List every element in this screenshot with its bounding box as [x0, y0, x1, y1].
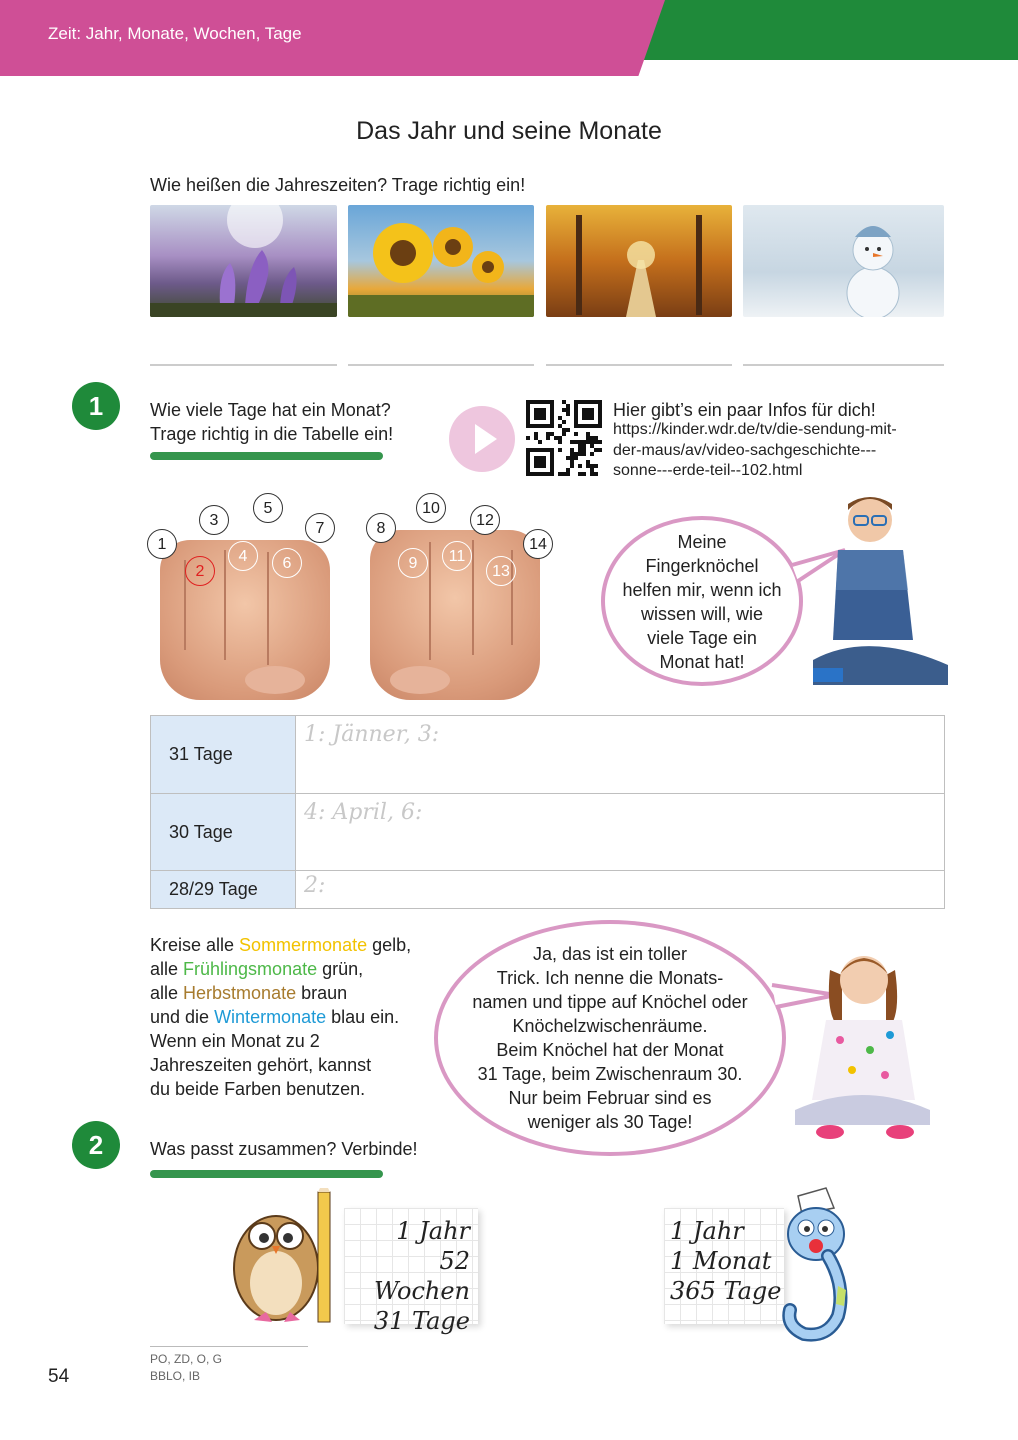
task-number-badge-2: 2 — [72, 1121, 120, 1169]
speech-girl-line: 31 Tage, beim Zwischenraum 30. — [477, 1064, 743, 1084]
info-link-line-2[interactable]: der-maus/av/video-sachgeschichte--- — [613, 441, 877, 459]
knuckle-number-4: 4 — [228, 541, 258, 571]
speech-bubble-boy — [601, 516, 803, 686]
knuckle-number-10: 10 — [416, 493, 446, 523]
color-line-4 — [150, 1005, 411, 1029]
play-icon — [449, 406, 515, 472]
footer-codes-line-1: PO, ZD, O, G — [150, 1352, 223, 1366]
task1-line2: Trage richtig in die Tabelle ein! — [150, 424, 394, 444]
color-line-3 — [150, 981, 411, 1005]
speech-girl-line: Trick. Ich nenne die Monats- — [496, 968, 724, 988]
video-play-button[interactable] — [449, 406, 515, 472]
color-line-1 — [150, 933, 411, 957]
sunflower-illustration — [348, 205, 534, 317]
months-table — [150, 715, 945, 909]
info-title: Hier gibt’s ein paar Infos für dich! — [613, 400, 876, 420]
knuckle-number-13: 13 — [486, 556, 516, 586]
text-span: und die — [150, 1007, 215, 1027]
speech-boy-line: wissen will, wie — [640, 604, 764, 624]
spring-months-word: Frühlingsmonate — [183, 959, 318, 979]
card-left[interactable] — [344, 1208, 478, 1335]
text-span: grün, — [317, 959, 364, 979]
task1-line1: Wie viele Tage hat ein Monat? — [150, 400, 391, 420]
alley-illustration — [546, 205, 732, 317]
season-answer-line-1[interactable] — [150, 364, 337, 366]
color-line-5: Wenn ein Monat zu 2 — [150, 1031, 320, 1051]
table-row — [151, 871, 945, 909]
info-link-line-1[interactable]: https://kinder.wdr.de/tv/die-sendung-mit- — [613, 421, 897, 438]
summer-months-word: Sommermonate — [239, 935, 368, 955]
girl-illustration — [790, 940, 935, 1145]
worm-mascot-image — [776, 1186, 854, 1342]
speech-girl-line: Nur beim Februar sind es — [508, 1088, 712, 1108]
knuckle-number-3: 3 — [199, 505, 229, 535]
page-title: Das Jahr und seine Monate — [356, 117, 662, 145]
autumn-months-word: Herbstmonate — [183, 983, 297, 1003]
speech-boy-line: Meine — [677, 532, 727, 552]
text-span: alle — [150, 959, 184, 979]
green-underline-stroke — [150, 1170, 383, 1178]
card-right-line-3[interactable]: 365 Tage — [670, 1277, 782, 1305]
qr-code[interactable] — [526, 400, 602, 476]
page-number: 54 — [48, 1366, 70, 1387]
speech-boy-line: Fingerknöchel — [645, 556, 759, 576]
footer-codes-line-2: BBLO, IB — [150, 1369, 201, 1383]
green-underline-stroke — [150, 452, 383, 460]
knuckle-number-2: 2 — [185, 556, 215, 586]
boy-image — [808, 490, 950, 695]
girl-image — [790, 940, 935, 1145]
speech-girl-line: Beim Knöchel hat der Monat — [496, 1040, 724, 1060]
color-line-2 — [150, 957, 411, 981]
color-instructions — [150, 933, 411, 1101]
text-span: blau ein. — [326, 1007, 400, 1027]
boy-illustration — [808, 490, 950, 695]
card-right[interactable] — [664, 1208, 784, 1324]
season-answer-line-4[interactable] — [743, 364, 944, 366]
card-right-line-1[interactable]: 1 Jahr — [670, 1217, 744, 1245]
speech-girl-line: Ja, das ist ein toller — [532, 944, 688, 964]
card-left-line-2[interactable]: 52 Wochen — [373, 1247, 470, 1305]
winter-months-word: Wintermonate — [214, 1007, 327, 1027]
table-row — [151, 794, 945, 871]
knuckle-number-11: 11 — [442, 541, 472, 571]
speech-boy-line: helfen mir, wenn ich — [622, 580, 782, 600]
row-label-31: 31 Tage — [151, 716, 296, 794]
task2-prompt: Was passt zusammen? Verbinde! — [150, 1139, 418, 1159]
card-left-line-3[interactable]: 31 Tage — [373, 1307, 470, 1335]
task-number-badge-1: 1 — [72, 382, 120, 430]
season-answer-line-2[interactable] — [348, 364, 534, 366]
row-answer-30[interactable]: 4: April, 6: — [296, 794, 945, 871]
autumn-alley-photo — [546, 205, 732, 317]
speech-bubble-girl — [434, 920, 786, 1156]
worm-illustration — [776, 1186, 854, 1342]
crocus-illustration — [150, 205, 337, 317]
snowman-illustration — [743, 205, 944, 317]
speech-girl-line: Knöchelzwischenräume. — [512, 1016, 708, 1036]
season-answer-line-3[interactable] — [546, 364, 732, 366]
speech-girl-line: weniger als 30 Tage! — [527, 1112, 693, 1132]
speech-girl-line: namen und tippe auf Knöchel oder — [472, 992, 748, 1012]
knuckle-number-1: 1 — [147, 529, 177, 559]
speech-boy-line: viele Tage ein — [647, 628, 757, 648]
owl-with-pencil-image — [214, 1188, 344, 1330]
knuckle-number-5: 5 — [253, 493, 283, 523]
text-span: braun — [296, 983, 348, 1003]
summer-sunflower-photo — [348, 205, 534, 317]
knuckle-number-12: 12 — [470, 505, 500, 535]
qr-code-icon — [526, 400, 602, 476]
row-label-28-29: 28/29 Tage — [151, 871, 296, 909]
text-span: Kreise alle — [150, 935, 240, 955]
text-span: gelb, — [367, 935, 412, 955]
knuckle-number-9: 9 — [398, 548, 428, 578]
text-span: alle — [150, 983, 184, 1003]
owl-illustration — [214, 1188, 344, 1330]
card-right-line-2[interactable]: 1 Monat — [670, 1247, 772, 1275]
info-link-line-3[interactable]: sonne---erde-teil--102.html — [613, 462, 803, 479]
card-left-line-1[interactable]: 1 Jahr — [396, 1217, 470, 1245]
table-row — [151, 716, 945, 794]
spring-crocus-photo — [150, 205, 337, 317]
color-line-7: du beide Farben benutzen. — [150, 1079, 366, 1099]
knuckle-number-6: 6 — [272, 548, 302, 578]
winter-snowman-photo — [743, 205, 944, 317]
row-label-30: 30 Tage — [151, 794, 296, 871]
header-title: Zeit: Jahr, Monate, Wochen, Tage — [48, 24, 302, 43]
knuckle-number-14: 14 — [523, 529, 553, 559]
knuckle-number-7: 7 — [305, 513, 335, 543]
seasons-prompt: Wie heißen die Jahreszeiten? Trage richtig ein! — [150, 175, 526, 195]
info-link[interactable] — [613, 420, 897, 482]
speech-boy-line: Monat hat! — [659, 652, 745, 672]
color-line-6: Jahreszeiten gehört, kannst — [150, 1055, 372, 1075]
row-answer-31[interactable]: 1: Jänner, 3: — [296, 716, 945, 794]
row-answer-28-29[interactable]: 2: — [296, 871, 945, 909]
footer-codes — [150, 1351, 222, 1385]
footer-divider — [150, 1346, 308, 1347]
knuckle-number-8: 8 — [366, 513, 396, 543]
